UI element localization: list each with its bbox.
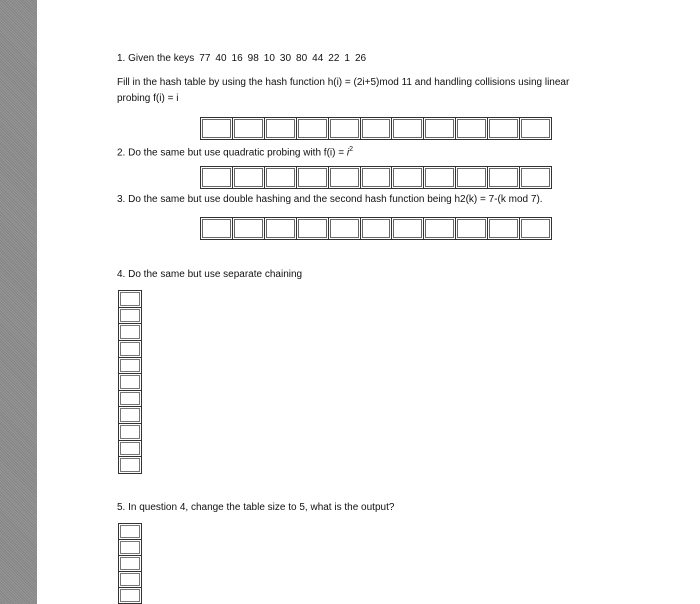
q2-hash-table [200,166,552,189]
chain-slot[interactable] [119,308,141,325]
key: 30 [279,53,292,64]
hash-slot[interactable] [201,218,233,239]
hash-slot[interactable] [297,218,329,239]
hash-slot[interactable] [424,118,456,139]
hash-slot[interactable] [361,167,393,188]
q5-text: 5. In question 4, change the table size to 5, what is the output? [117,502,395,513]
chain-slot[interactable] [119,374,141,391]
chain-slot[interactable] [119,457,141,473]
hash-slot[interactable] [424,167,456,188]
q1-instructions-line-1: Fill in the hash table by using the hash function h(i) = (2i+5)mod 11 and handling collisions using linear [117,77,570,88]
key: 26 [354,53,367,64]
q4-text: 4. Do the same but use separate chaining [117,269,303,280]
q4-chaining-table [118,290,142,474]
chain-slot[interactable] [119,324,141,341]
hash-slot[interactable] [201,118,233,139]
hash-slot[interactable] [265,167,297,188]
q1-hash-table [200,117,552,140]
q5-chaining-table [118,523,142,604]
hash-slot[interactable] [520,218,551,239]
hash-slot[interactable] [361,118,393,139]
hash-slot[interactable] [297,167,329,188]
hash-slot[interactable] [265,218,297,239]
chain-slot[interactable] [119,524,141,540]
hash-slot[interactable] [329,218,361,239]
chain-slot[interactable] [119,588,141,603]
hash-slot[interactable] [392,218,424,239]
hash-slot[interactable] [329,167,361,188]
hash-slot[interactable] [361,218,393,239]
hash-slot[interactable] [488,218,520,239]
chain-slot[interactable] [119,556,141,572]
hash-slot[interactable] [456,167,488,188]
key: 80 [296,53,308,64]
hash-slot[interactable] [424,218,456,239]
q2-exponent: 2 [349,146,353,153]
hash-slot[interactable] [392,118,424,139]
hash-slot[interactable] [329,118,361,139]
hash-slot[interactable] [488,167,520,188]
hash-slot[interactable] [520,167,551,188]
hash-slot[interactable] [456,118,488,139]
q1-lead: 1. Given the keys [117,53,195,64]
q3-hash-table [200,217,552,240]
hash-slot[interactable] [392,167,424,188]
key: 77 [199,53,211,64]
key: 40 [215,53,227,64]
q3-text: 3. Do the same but use double hashing and the second hash function being h2(k) = 7-(k mod 7). [117,194,543,205]
hash-slot[interactable] [456,218,488,239]
chain-slot[interactable] [119,572,141,588]
q2-variable: i [346,147,350,159]
hash-slot[interactable] [520,118,551,139]
q1-keys-line [117,52,366,66]
hash-slot[interactable] [233,118,265,139]
chain-slot[interactable] [119,441,141,458]
hash-slot[interactable] [488,118,520,139]
key: 1 [344,53,350,64]
chain-slot[interactable] [119,341,141,358]
chain-slot[interactable] [119,424,141,441]
key: 44 [312,53,324,64]
hash-slot[interactable] [233,218,265,239]
left-margin-strip [0,0,37,604]
hash-slot[interactable] [201,167,233,188]
q1-instructions-line-2: probing f(i) = i [117,93,179,104]
hash-slot[interactable] [265,118,297,139]
chain-slot[interactable] [119,407,141,424]
key: 22 [328,53,340,64]
key: 10 [263,53,275,64]
hash-slot[interactable] [297,118,329,139]
q2-text: 2. Do the same but use quadratic probing with f(i) = [117,147,347,159]
key: 16 [231,53,243,64]
chain-slot[interactable] [119,291,141,308]
chain-slot[interactable] [119,540,141,556]
chain-slot[interactable] [119,391,141,408]
hash-slot[interactable] [233,167,265,188]
chain-slot[interactable] [119,358,141,375]
q2-text-line [117,143,353,160]
key: 98 [247,53,259,64]
